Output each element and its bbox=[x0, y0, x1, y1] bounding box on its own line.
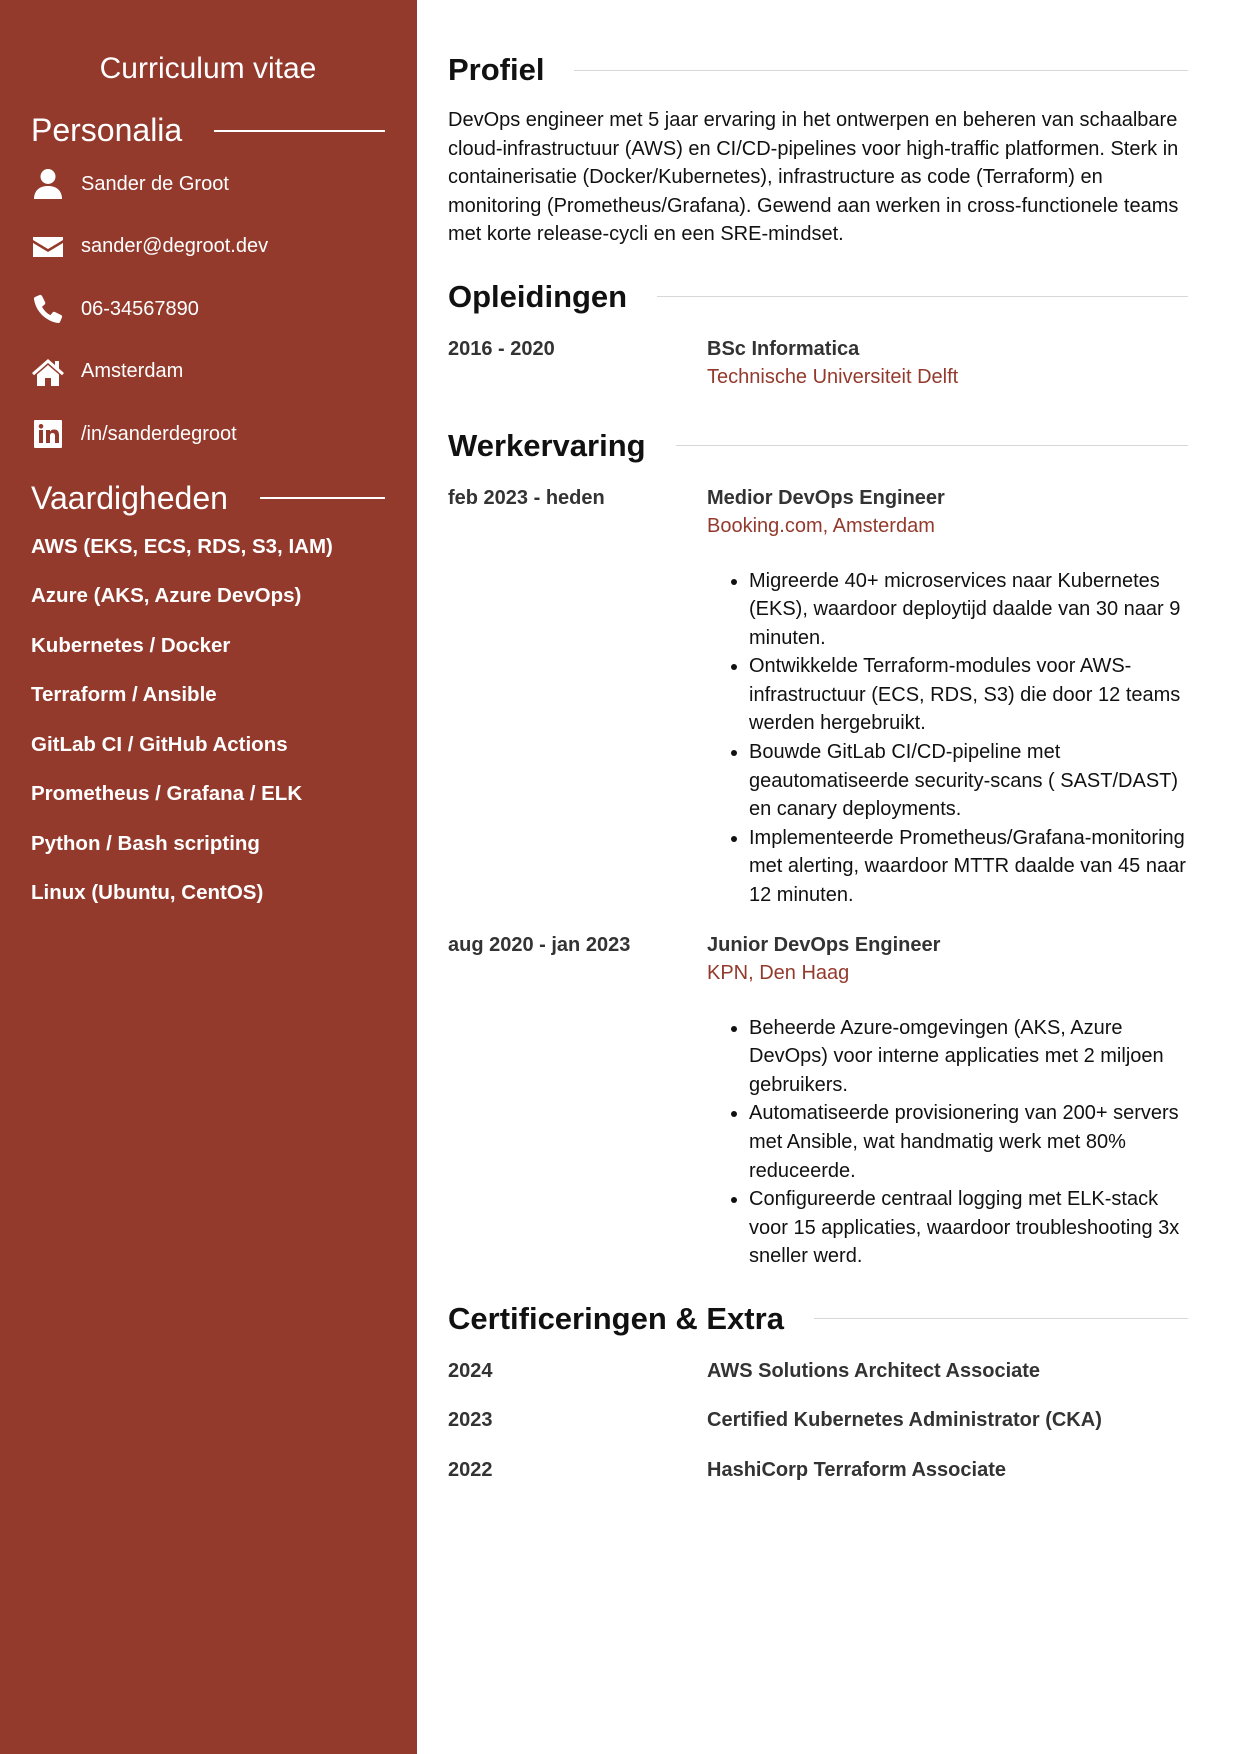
skill-item: GitLab CI / GitHub Actions bbox=[31, 732, 288, 756]
contact-linkedin[interactable] bbox=[31, 417, 385, 451]
education-entry bbox=[448, 335, 1188, 392]
experience-rule bbox=[676, 445, 1188, 446]
experience-header bbox=[448, 428, 1188, 464]
achievement-list bbox=[707, 567, 1188, 910]
sidebar bbox=[0, 0, 417, 1754]
experience-title: Medior DevOps Engineer bbox=[707, 486, 945, 509]
education-rule bbox=[657, 296, 1188, 297]
skills-list bbox=[31, 535, 385, 906]
certification-year: 2022 bbox=[448, 1458, 493, 1481]
contact-name-text: Sander de Groot bbox=[81, 172, 229, 195]
experience-date: feb 2023 - heden bbox=[448, 486, 605, 509]
achievement-item: • Migreerde 40+ microservices naar Kubernetes (EKS), waardoor deploytijd daalde van 30 naar 9 minuten. bbox=[749, 567, 1188, 653]
skill-item: AWS (EKS, ECS, RDS, S3, IAM) bbox=[31, 534, 333, 558]
contact-phone[interactable] bbox=[31, 292, 385, 326]
experience-body bbox=[707, 484, 1188, 910]
certifications-heading: Certificeringen & Extra bbox=[448, 1300, 784, 1336]
cv-title: Curriculum vitae bbox=[99, 52, 317, 85]
profile-header bbox=[448, 52, 1188, 88]
profile-text: DevOps engineer met 5 jaar ervaring in het ontwerpen en beheren van schaalbare cloud-infrastructuur (AWS) en CI/CD-pipelines voor high-traffic platformen. Sterk in containerisatie (Docker/Kubernetes), infrastructure as code (Terraform) en monitoring (Prometheus/Grafana). Gewend aan werken in cross-functionele teams met korte release-cycli en een SRE-mindset. bbox=[448, 109, 1179, 245]
certification-entry bbox=[448, 1406, 1188, 1456]
profile-heading: Profiel bbox=[448, 52, 545, 87]
contact-linkedin-text[interactable]: /in/sanderdegroot bbox=[81, 422, 237, 445]
achievement-item: • Bouwde GitLab CI/CD-pipeline met geautomatiseerde security-scans ( SAST/DAST) en canary deployments. bbox=[749, 738, 1188, 824]
personalia-header bbox=[31, 112, 385, 149]
education-date: 2016 - 2020 bbox=[448, 337, 555, 360]
achievement-item: • Implementeerde Prometheus/Grafana-monitoring met alerting, waardoor MTTR daalde van 45 naar 12 minuten. bbox=[749, 824, 1188, 910]
education-org: Technische Universiteit Delft bbox=[707, 366, 959, 388]
education-body bbox=[707, 335, 1188, 392]
contact-phone-text[interactable]: 06-34567890 bbox=[81, 297, 199, 320]
personalia-heading: Personalia bbox=[31, 112, 183, 148]
contact-email[interactable] bbox=[31, 230, 385, 264]
experience-entry bbox=[448, 484, 1188, 910]
main-content bbox=[417, 0, 1241, 1754]
experience-title: Junior DevOps Engineer bbox=[707, 933, 941, 956]
skill-item: Prometheus / Grafana / ELK bbox=[31, 782, 303, 805]
skill-item: Kubernetes / Docker bbox=[31, 633, 231, 657]
education-title: BSc Informatica bbox=[707, 337, 860, 360]
home-icon bbox=[31, 355, 65, 389]
certification-year: 2023 bbox=[448, 1409, 493, 1432]
certification-year: 2024 bbox=[448, 1359, 493, 1382]
phone-icon bbox=[31, 292, 65, 326]
certification-title: Certified Kubernetes Administrator (CKA) bbox=[707, 1409, 1102, 1432]
experience-date: aug 2020 - jan 2023 bbox=[448, 933, 631, 956]
profile-rule bbox=[574, 70, 1188, 71]
achievement-list bbox=[707, 1014, 1188, 1271]
certification-title: AWS Solutions Architect Associate bbox=[707, 1359, 1041, 1382]
skill-item: Linux (Ubuntu, CentOS) bbox=[31, 881, 264, 904]
certifications-list bbox=[448, 1357, 1188, 1506]
skills-header bbox=[31, 480, 385, 517]
skill-item: Terraform / Ansible bbox=[31, 683, 217, 706]
certification-entry bbox=[448, 1456, 1188, 1506]
experience-entry bbox=[448, 931, 1188, 1271]
certification-entry bbox=[448, 1357, 1188, 1407]
personalia-rule bbox=[214, 130, 385, 132]
contact-list bbox=[31, 167, 385, 451]
skill-item: Azure (AKS, Azure DevOps) bbox=[31, 584, 302, 607]
contact-email-text[interactable]: sander@degroot.dev bbox=[81, 235, 269, 257]
achievement-item: • Ontwikkelde Terraform-modules voor AWS-infrastructuur (ECS, RDS, S3) die door 12 teams werden hergebruikt. bbox=[749, 652, 1188, 738]
education-heading: Opleidingen bbox=[448, 278, 628, 314]
experience-org: KPN, Den Haag bbox=[707, 962, 850, 985]
envelope-icon bbox=[31, 230, 65, 264]
achievement-item: • Beheerde Azure-omgevingen (AKS, Azure DevOps) voor interne applicaties met 2 miljoen gebruikers. bbox=[749, 1014, 1188, 1100]
person-icon bbox=[31, 167, 65, 201]
experience-body bbox=[707, 931, 1188, 1271]
contact-location-text: Amsterdam bbox=[81, 360, 184, 382]
certification-title: HashiCorp Terraform Associate bbox=[707, 1458, 1006, 1481]
education-header bbox=[448, 279, 1188, 315]
skills-heading: Vaardigheden bbox=[31, 479, 228, 516]
contact-location bbox=[31, 355, 385, 389]
experience-heading: Werkervaring bbox=[448, 427, 646, 463]
education-section bbox=[448, 279, 1188, 392]
certifications-header bbox=[448, 1301, 1188, 1337]
skill-item: Python / Bash scripting bbox=[31, 831, 260, 855]
achievement-item: • Automatiseerde provisionering van 200+ servers met Ansible, wat handmatig werk met 80% reduceerde. bbox=[749, 1099, 1188, 1185]
skills-rule bbox=[260, 497, 385, 499]
profile-section bbox=[448, 52, 1188, 249]
certifications-section bbox=[448, 1301, 1188, 1506]
achievement-item: • Configureerde centraal logging met ELK-stack voor 15 applicaties, waardoor troubleshooting 3x sneller werd. bbox=[749, 1185, 1188, 1271]
experience-section bbox=[448, 428, 1188, 1271]
experience-org: Booking.com, Amsterdam bbox=[707, 515, 935, 537]
certifications-rule bbox=[814, 1318, 1188, 1319]
contact-name bbox=[31, 167, 385, 201]
linkedin-icon bbox=[31, 417, 65, 451]
